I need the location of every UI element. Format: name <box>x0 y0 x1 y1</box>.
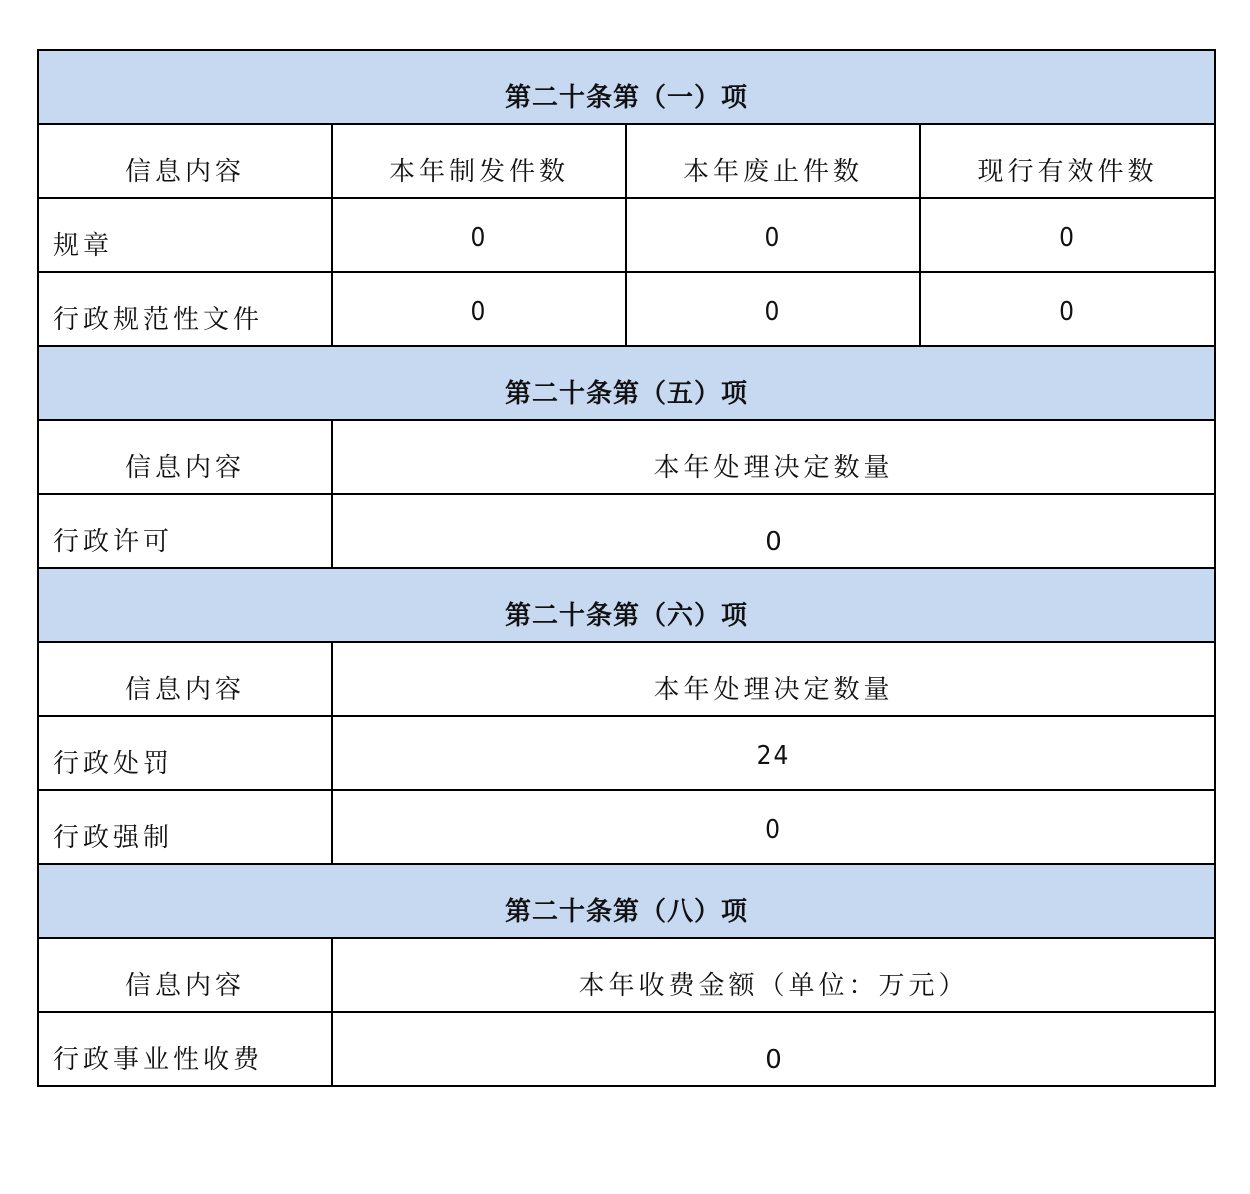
section-header-row <box>38 346 1215 420</box>
header-decision-count: 本年处理决定数量 <box>332 420 1215 494</box>
cell-value: 0 <box>626 272 920 346</box>
header-fee-amount: 本年收费金额（单位：万元） <box>332 938 1215 1012</box>
table-row <box>38 494 1215 568</box>
row-label-rules: 规章 <box>38 198 332 272</box>
section-header-row <box>38 568 1215 642</box>
table-row <box>38 716 1215 790</box>
column-header-row <box>38 642 1215 716</box>
header-decision-count: 本年处理决定数量 <box>332 642 1215 716</box>
cell-value: 0 <box>332 1012 1215 1086</box>
row-label-administrative-enforcement: 行政强制 <box>38 790 332 864</box>
table-row <box>38 272 1215 346</box>
section-title-5: 第二十条第（五）项 <box>38 346 1215 420</box>
cell-value: 0 <box>626 198 920 272</box>
cell-value: 24 <box>332 716 1215 790</box>
section-header-row <box>38 50 1215 124</box>
header-issued-count: 本年制发件数 <box>332 124 626 198</box>
header-abolished-count: 本年废止件数 <box>626 124 920 198</box>
row-label-administrative-penalty: 行政处罚 <box>38 716 332 790</box>
header-info-content: 信息内容 <box>38 124 332 198</box>
row-label-administrative-license: 行政许可 <box>38 494 332 568</box>
section-title-1: 第二十条第（一）项 <box>38 50 1215 124</box>
column-header-row <box>38 938 1215 1012</box>
section-title-6: 第二十条第（六）项 <box>38 568 1215 642</box>
cell-value: 0 <box>332 494 1215 568</box>
header-info-content: 信息内容 <box>38 642 332 716</box>
cell-value: 0 <box>332 272 626 346</box>
table-row <box>38 1012 1215 1086</box>
cell-value: 0 <box>920 272 1215 346</box>
table-row <box>38 790 1215 864</box>
header-info-content: 信息内容 <box>38 420 332 494</box>
disclosure-table <box>37 49 1216 1087</box>
row-label-administrative-fees: 行政事业性收费 <box>38 1012 332 1086</box>
row-label-normative-documents: 行政规范性文件 <box>38 272 332 346</box>
cell-value: 0 <box>332 790 1215 864</box>
section-header-row <box>38 864 1215 938</box>
cell-value: 0 <box>920 198 1215 272</box>
column-header-row <box>38 420 1215 494</box>
header-valid-count: 现行有效件数 <box>920 124 1215 198</box>
table-row <box>38 198 1215 272</box>
header-info-content: 信息内容 <box>38 938 332 1012</box>
section-title-8: 第二十条第（八）项 <box>38 864 1215 938</box>
column-header-row <box>38 124 1215 198</box>
cell-value: 0 <box>332 198 626 272</box>
